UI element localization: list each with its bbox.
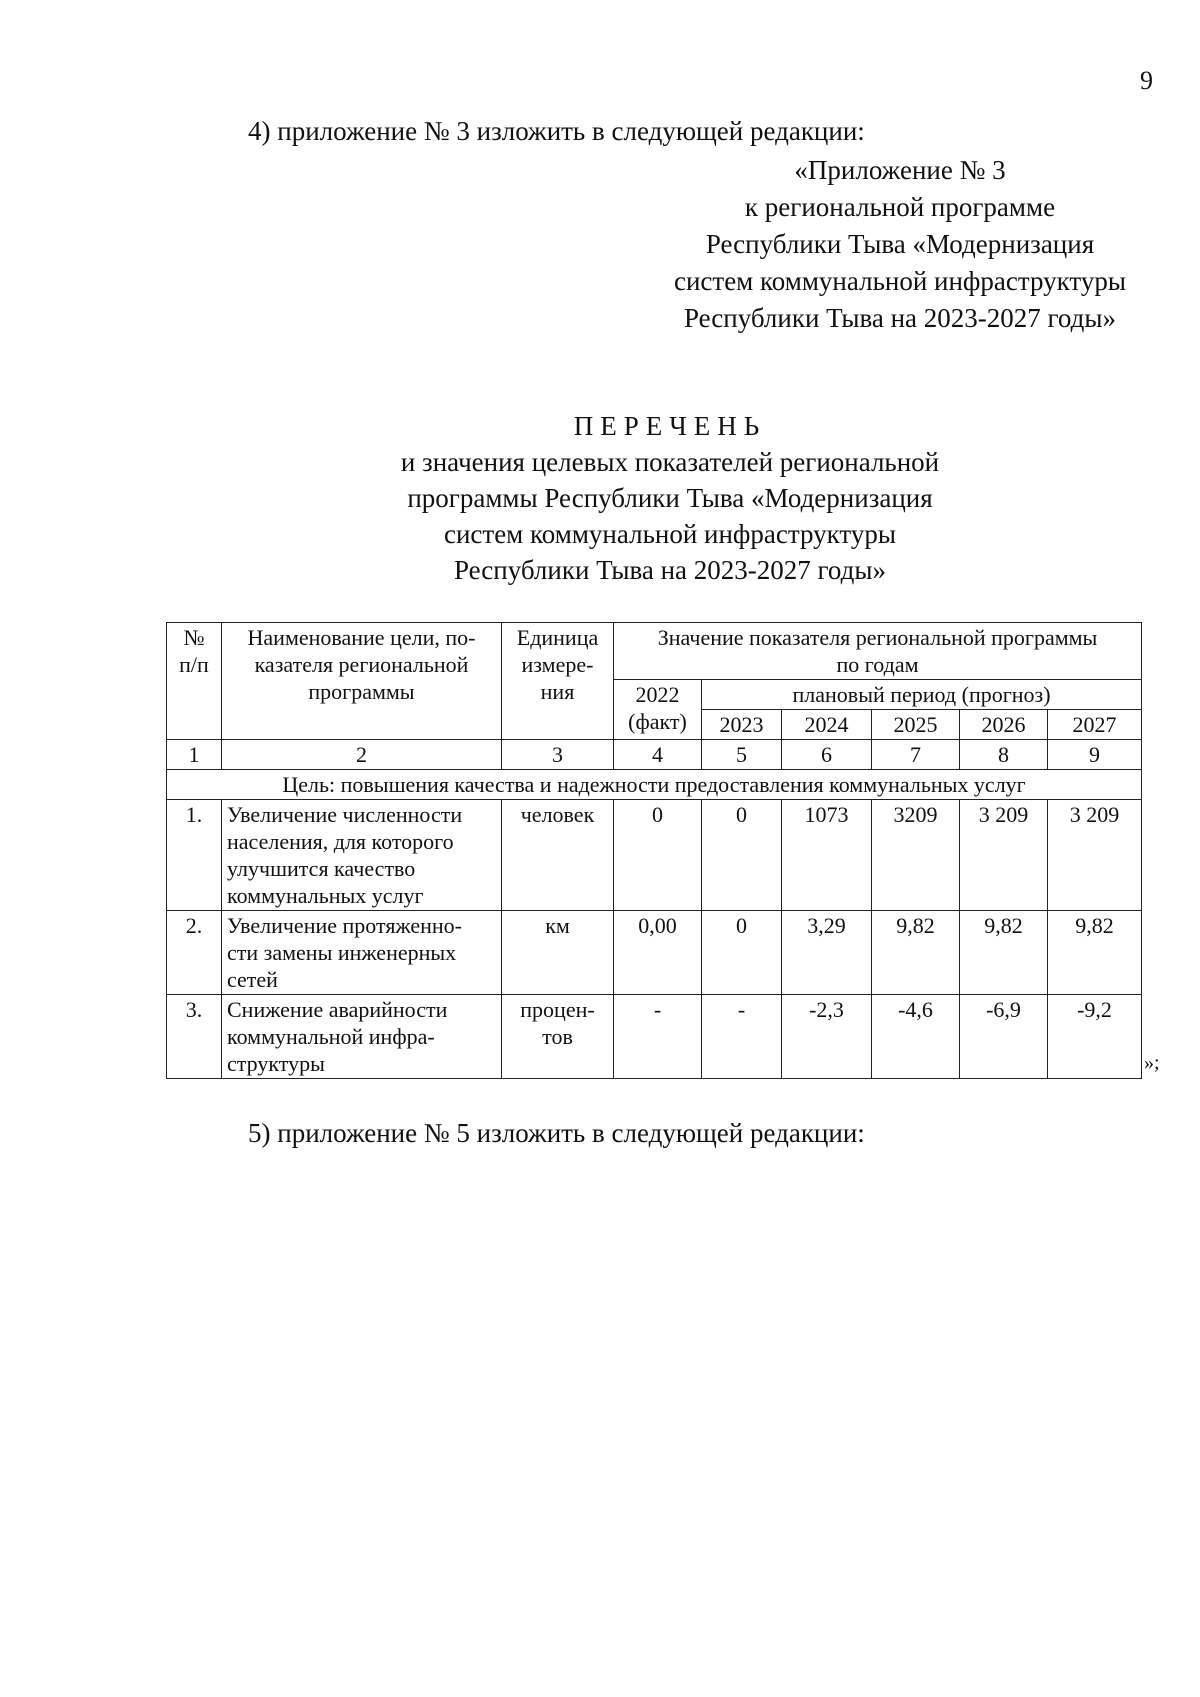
appendix-header-line: Республики Тыва на 2023-2027 годы»: [683, 303, 1117, 333]
column-number: 2: [222, 740, 502, 770]
row-value: 0,00: [614, 911, 702, 995]
column-number: 7: [872, 740, 960, 770]
header-year: 2027: [1048, 710, 1142, 740]
table-row: [167, 800, 1142, 911]
header-unit: Единица измере- ния: [502, 623, 614, 740]
document-heading: [160, 408, 1180, 588]
heading-subtitle-line: систем коммунальной инфраструктуры: [443, 519, 897, 549]
appendix-header-line: систем коммунальной инфраструктуры: [673, 266, 1127, 296]
page-number: 9: [1140, 66, 1153, 95]
column-number: 3: [502, 740, 614, 770]
row-name: Увеличение численности населения, для которого улучшится качество коммунальных услуг: [222, 800, 502, 911]
heading-subtitle-line: Республики Тыва на 2023-2027 годы»: [453, 555, 887, 585]
row-value: 0: [702, 800, 782, 911]
header-name: Наименование цели, по- казателя региональной программы: [222, 623, 502, 740]
header-year: 2023: [702, 710, 782, 740]
column-number-row: [167, 740, 1142, 770]
heading-subtitle-line: и значения целевых показателей региональной: [400, 447, 940, 477]
header-year: 2025: [872, 710, 960, 740]
heading-subtitle-line: программы Республики Тыва «Модернизация: [407, 483, 933, 513]
column-number: 8: [960, 740, 1048, 770]
next-item-paragraph: 5) приложение № 5 изложить в следующей редакции:: [248, 1118, 865, 1148]
goal-text: Цель: повышения качества и надежности предоставления коммунальных услуг: [167, 770, 1142, 800]
indicators-table: [166, 622, 1142, 1079]
heading-title: ПЕРЕЧЕНЬ: [573, 411, 767, 441]
appendix-header-line: к региональной программе: [744, 192, 1056, 222]
header-plan-period: плановый период (прогноз): [702, 680, 1142, 710]
header-year: 2024: [782, 710, 872, 740]
column-number: 9: [1048, 740, 1142, 770]
row-value: 3209: [872, 800, 960, 911]
row-num: 3.: [167, 995, 222, 1079]
row-value: 9,82: [872, 911, 960, 995]
closing-mark: »;: [1144, 1052, 1160, 1074]
row-value: 0: [702, 911, 782, 995]
row-num: 1.: [167, 800, 222, 911]
row-value: 9,82: [1048, 911, 1142, 995]
header-base-year: 2022 (факт): [614, 680, 702, 740]
header-values: Значение показателя региональной программы по годам: [614, 623, 1142, 680]
table-header-row: [167, 623, 1142, 680]
row-unit: человек: [502, 800, 614, 911]
appendix-header-line: Республики Тыва «Модернизация: [705, 229, 1095, 259]
row-value: 3 209: [960, 800, 1048, 911]
row-value: 3 209: [1048, 800, 1142, 911]
row-num: 2.: [167, 911, 222, 995]
row-value: -: [702, 995, 782, 1079]
row-value: 3,29: [782, 911, 872, 995]
row-name: Снижение аварийности коммунальной инфра- структуры: [222, 995, 502, 1079]
row-unit: км: [502, 911, 614, 995]
table-row: [167, 995, 1142, 1079]
row-value: -2,3: [782, 995, 872, 1079]
table-row: [167, 911, 1142, 995]
header-year: 2026: [960, 710, 1048, 740]
row-value: -4,6: [872, 995, 960, 1079]
intro-paragraph: 4) приложение № 3 изложить в следующей редакции:: [248, 116, 865, 146]
header-num: № п/п: [167, 623, 222, 740]
row-value: -: [614, 995, 702, 1079]
row-value: 9,82: [960, 911, 1048, 995]
row-name: Увеличение протяженно- сти замены инженерных сетей: [222, 911, 502, 995]
row-value: 0: [614, 800, 702, 911]
column-number: 6: [782, 740, 872, 770]
column-number: 4: [614, 740, 702, 770]
row-unit: процен- тов: [502, 995, 614, 1079]
row-value: -9,2: [1048, 995, 1142, 1079]
goal-row: [167, 770, 1142, 800]
column-number: 1: [167, 740, 222, 770]
row-value: -6,9: [960, 995, 1048, 1079]
row-value: 1073: [782, 800, 872, 911]
appendix-header: [640, 152, 1160, 337]
column-number: 5: [702, 740, 782, 770]
appendix-header-line: «Приложение № 3: [794, 155, 1006, 185]
